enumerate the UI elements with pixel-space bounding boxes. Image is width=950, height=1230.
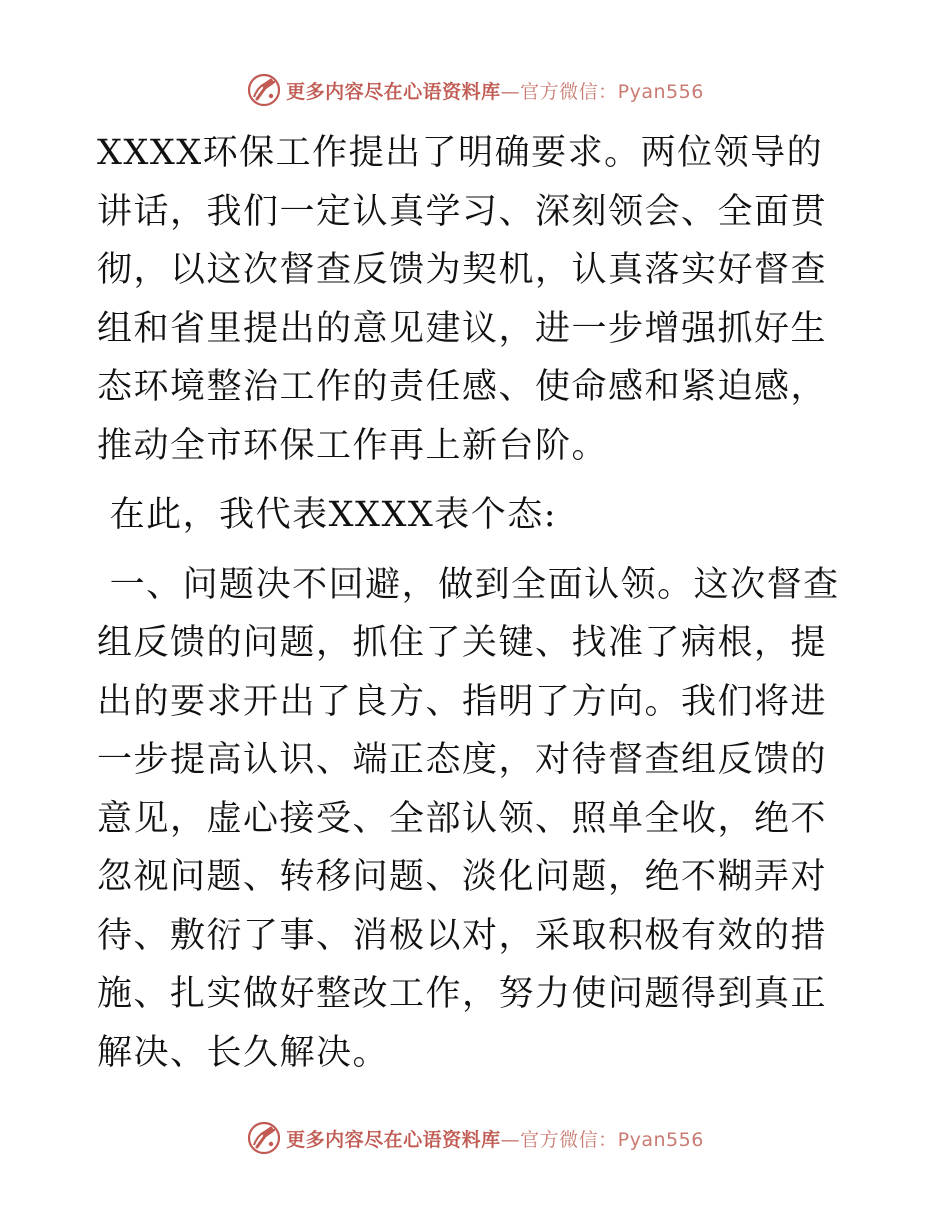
header-separator: —	[500, 80, 521, 103]
paragraph-3: 一、问题决不回避，做到全面认领。这次督查组反馈的问题，抓住了关键、找准了病根，提出的要求开出了良方、指明了方向。我们将进一步提高认识、端正态度，对待督查组反馈的意见，虚心接受、全部认领、照单全收，绝不忽视问题、转移问题、淡化问题，绝不糊弄对待、敷衍了事、消极以对，采取积极有效的措施、扎实做好整改工作，努力使问题得到真正解决、长久解决。	[97, 564, 840, 1073]
hammer-seal-icon	[246, 1120, 282, 1156]
footer-separator: —	[500, 1128, 521, 1151]
header-watermark-banner	[0, 70, 950, 110]
paragraph-1: XXXX环保工作提出了明确要求。两位领导的讲话，我们一定认真学习、深刻领会、全面贯彻，以这次督查反馈为契机，认真落实好督查组和省里提出的意见建议，进一步增强抓好生态环境整治工作的责任感、使命感和紧迫感，推动全市环保工作再上新台阶。	[97, 133, 828, 466]
document-body	[97, 124, 857, 1082]
paragraph-2: 在此，我代表XXXX表个态:	[97, 495, 558, 535]
header-wechat-text: 官方微信：Pyan556	[520, 80, 704, 103]
footer-wechat-text: 官方微信：Pyan556	[520, 1128, 704, 1151]
footer-watermark-text	[286, 1125, 704, 1152]
footer-site-text: 更多内容尽在心语资料库	[286, 1128, 501, 1151]
hammer-seal-icon	[246, 72, 282, 108]
header-site-text: 更多内容尽在心语资料库	[286, 80, 501, 103]
footer-watermark-banner	[0, 1118, 950, 1158]
header-watermark-text	[286, 77, 704, 104]
